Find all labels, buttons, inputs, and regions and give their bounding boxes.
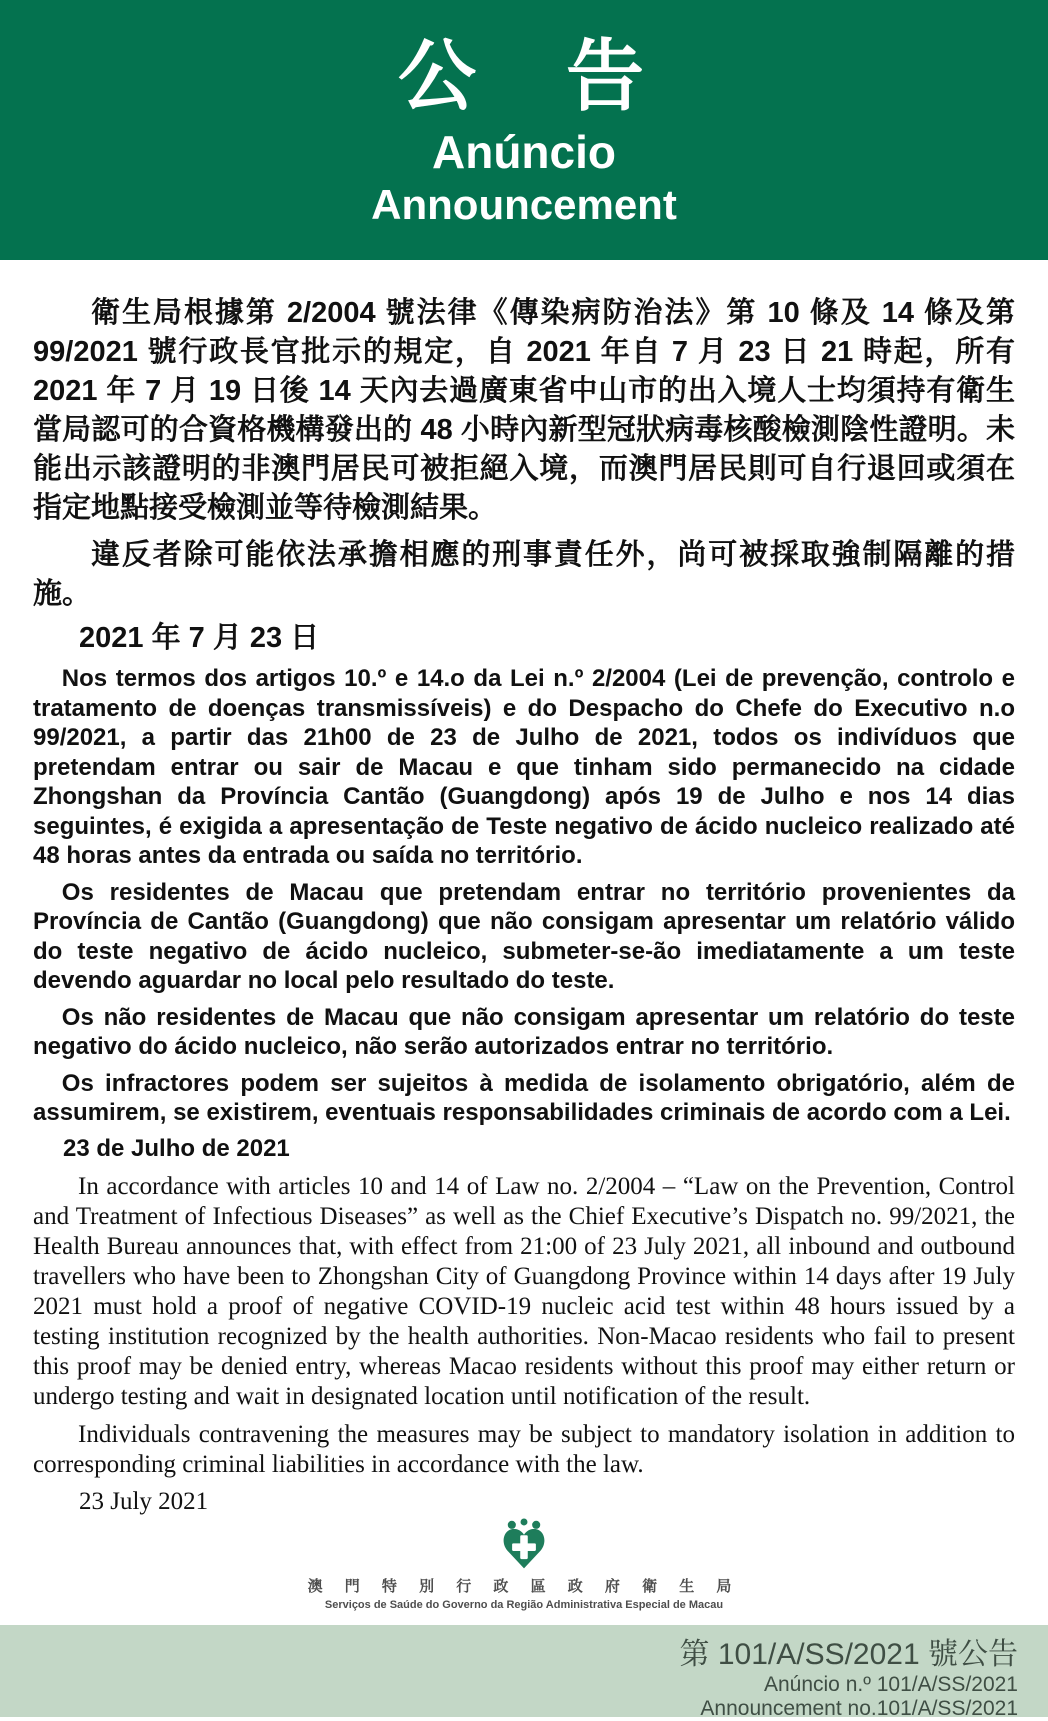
portuguese-date: 23 de Julho de 2021	[63, 1134, 290, 1162]
portuguese-paragraph-3: Os não residentes de Macau que não consigam apresentar um relatório do teste negativo do ácido nucleico, não serão autorizados entrar no território.	[33, 1003, 1015, 1060]
health-bureau-heart-cross-icon	[495, 1517, 553, 1571]
english-paragraph-2: Individuals contravening the measures may be subject to mandatory isolation in addition to corresponding criminal liabilities in accordance with the law.	[33, 1420, 1015, 1478]
page-title-english: Announcement	[371, 181, 677, 229]
footer-bar	[0, 1625, 1048, 1720]
announcement-number-portuguese: Anúncio n.º 101/A/SS/2021	[763, 1672, 1018, 1696]
english-date: 23 July 2021	[79, 1487, 209, 1515]
announcement-number-english: Announcement no.101/A/SS/2021	[700, 1696, 1018, 1720]
header-banner	[0, 0, 1048, 260]
announcement-number-chinese: 第 101/A/SS/2021 號公告	[679, 1637, 1018, 1671]
health-bureau-logo-block	[0, 1517, 1048, 1625]
english-paragraph-1: In accordance with articles 10 and 14 of Law no. 2/2004 – “Law on the Prevention, Control and Treatment of Infectious Diseases” as well as the Chief Executive’s Dispatch no. 99/2021, the Health Bureau announces that, with effect from 21:00 of 23 July 2021, all inbound and outbound travellers who have been to Zhongshan City of Guangdong Province within 14 days after 19 July 2021 must hold a proof of negative COVID-19 nucleic acid test within 48 hours issued by a testing institution recognized by the health authorities. Non-Macao residents who fail to present this proof may be denied entry, whereas Macao residents without this proof may either return or undergo testing and wait in designated location until notification of the result.	[33, 1172, 1015, 1410]
portuguese-paragraph-4: Os infractores podem ser sujeitos à medida de isolamento obrigatório, além de assumirem, se existirem, eventuais responsabilidades criminais de acordo com a Lei.	[33, 1069, 1015, 1126]
page-title-chinese: 公 告	[397, 32, 650, 121]
page-title-portuguese: Anúncio	[432, 126, 616, 179]
announcement-body	[0, 260, 1048, 1517]
portuguese-paragraph-1: Nos termos dos artigos 10.º e 14.o da Lei n.º 2/2004 (Lei de prevenção, controlo e tratamento de doenças transmissíveis) e do Despacho do Chefe do Executivo n.o 99/2021, a partir das 21h00 de 23 de Julho de 2021, todos os indivíduos que pretendam entrar ou sair de Macau e que tinham sido permanecido na cidade Zhongshan da Província Cantão (Guangdong) após 19 de Julho e nos 14 dias seguintes, é exigida a apresentação de Teste negativo de ácido nucleico realizado até 48 horas antes da entrada ou saída no território.	[33, 665, 1015, 869]
logo-caption-chinese: 澳 門 特 別 行 政 區 政 府 衛 生 局	[307, 1577, 741, 1595]
logo-caption-portuguese: Serviços de Saúde do Governo da Região Administrativa Especial de Macau	[324, 1598, 724, 1611]
chinese-paragraph-1: 衛生局根據第 2/2004 號法律《傳染病防治法》第 10 條及 14 條及第 99/2021 號行政長官批示的規定，自 2021 年自 7 月 23 日 21 時起，所有 2021 年 7 月 19 日後 14 天內去過廣東省中山市的出入境人士均須持有衛生當局認可的合資格機構發出的 48 小時內新型冠狀病毒核酸檢測陰性證明。未能出示該證明的非澳門居民可被拒絕入境，而澳門居民則可自行退回或須在指定地點接受檢測並等待檢測結果。	[33, 297, 1015, 524]
chinese-paragraph-2: 違反者除可能依法承擔相應的刑事責任外，尚可被採取強制隔離的措施。	[33, 539, 1015, 610]
portuguese-paragraph-2: Os residentes de Macau que pretendam entrar no território provenientes da Província de Cantão (Guangdong) que não consigam apresentar um relatório válido do teste negativo de ácido nucleico, submeter-se-ão imediatamente a um teste devendo aguardar no local pelo resultado do teste.	[33, 878, 1015, 994]
chinese-date: 2021 年 7 月 23 日	[79, 622, 320, 654]
